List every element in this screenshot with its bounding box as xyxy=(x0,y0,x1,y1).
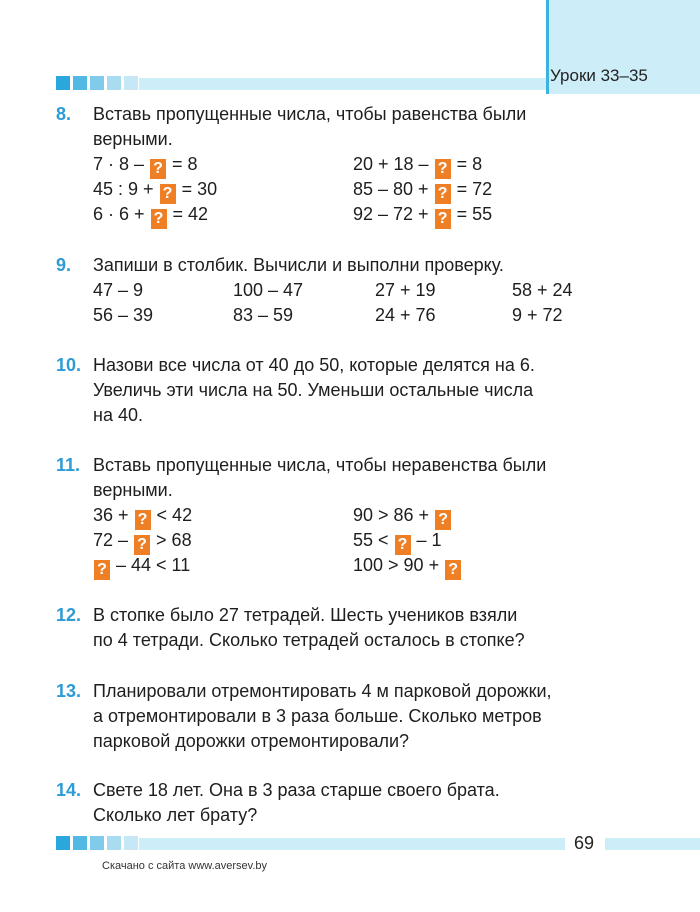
task-number: 12. xyxy=(56,605,82,625)
task-text: верными. xyxy=(93,480,173,500)
decor-square xyxy=(56,76,70,90)
expr-part: – 44 < 11 xyxy=(111,555,191,575)
blank-box[interactable]: ? xyxy=(94,560,110,580)
expr-part: = 8 xyxy=(167,154,198,174)
equation xyxy=(93,154,198,179)
task-text: В стопке было 27 тетрадей. Шесть учеников взяли xyxy=(93,605,518,625)
bottom-rule-bar-right xyxy=(605,838,700,850)
task-text: Назови все числа от 40 до 50, которые делятся на 6. xyxy=(93,355,535,375)
expression: 56 – 39 xyxy=(93,305,154,325)
blank-box[interactable]: ? xyxy=(435,159,451,179)
inequality xyxy=(353,505,452,530)
bottom-rule-bar xyxy=(139,838,565,850)
task-text: парковой дорожки отремонтировали? xyxy=(93,731,410,751)
task-number: 8. xyxy=(56,104,72,124)
decor-square xyxy=(124,76,138,90)
task-number: 11. xyxy=(56,455,81,475)
decor-square xyxy=(73,76,87,90)
task-number: 13. xyxy=(56,681,82,701)
expr-part: 55 < xyxy=(353,530,394,550)
source-note: Скачано с сайта www.aversev.by xyxy=(102,860,268,872)
expr-part: = 55 xyxy=(451,204,493,224)
expression: 47 – 9 xyxy=(93,280,144,300)
task-text: Запиши в столбик. Вычисли и выполни проверку. xyxy=(93,255,504,275)
inequality xyxy=(93,505,192,530)
blank-box[interactable]: ? xyxy=(134,535,150,555)
blank-box[interactable]: ? xyxy=(150,159,166,179)
equation xyxy=(353,179,492,204)
top-decoration xyxy=(56,76,138,90)
expr-part: = 30 xyxy=(176,179,218,199)
expr-part: 20 + 18 – xyxy=(353,154,434,174)
expression: 58 + 24 xyxy=(512,280,573,300)
blank-box[interactable]: ? xyxy=(445,560,461,580)
expr-part: = 42 xyxy=(167,204,209,224)
decor-square xyxy=(107,76,121,90)
expr-part: 100 > 90 + xyxy=(353,555,445,575)
expression: 24 + 76 xyxy=(375,305,436,325)
task-text: Сколько лет брату? xyxy=(93,805,258,825)
blank-box[interactable]: ? xyxy=(151,209,167,229)
inequality xyxy=(353,555,462,580)
task-text: Увеличь эти числа на 50. Уменьши остальные числа xyxy=(93,380,534,400)
expr-part: 6 · 6 + xyxy=(93,204,150,224)
expr-part: = 8 xyxy=(451,154,483,174)
task-text: Вставь пропущенные числа, чтобы равенства были xyxy=(93,104,527,124)
expr-part: 36 + xyxy=(93,505,134,525)
expr-part: = 72 xyxy=(451,179,493,199)
blank-box[interactable]: ? xyxy=(435,184,451,204)
task-text: на 40. xyxy=(93,405,143,425)
equation xyxy=(93,204,208,229)
equation xyxy=(353,154,482,179)
blank-box[interactable]: ? xyxy=(395,535,411,555)
expr-part: 90 > 86 + xyxy=(353,505,435,525)
expression: 100 – 47 xyxy=(233,280,304,300)
expression: 27 + 19 xyxy=(375,280,436,300)
expression: 9 + 72 xyxy=(512,305,563,325)
inequality xyxy=(93,530,192,555)
blank-box[interactable]: ? xyxy=(435,209,451,229)
task-number: 14. xyxy=(56,780,82,800)
task-text: Вставь пропущенные числа, чтобы неравенства были xyxy=(93,455,547,475)
task-text: Планировали отремонтировать 4 м парковой дорожки, xyxy=(93,681,552,701)
expr-part: 7 · 8 – xyxy=(93,154,150,174)
expression: 83 – 59 xyxy=(233,305,294,325)
bottom-decoration xyxy=(56,836,138,850)
expr-part: 45 : 9 + xyxy=(93,179,159,199)
page-number: 69 xyxy=(574,833,595,853)
blank-box[interactable]: ? xyxy=(135,510,151,530)
expr-part: 92 – 72 + xyxy=(353,204,434,224)
task-text: а отремонтировали в 3 раза больше. Сколько метров xyxy=(93,706,542,726)
expr-part: 72 – xyxy=(93,530,134,550)
expr-part: < 42 xyxy=(151,505,193,525)
task-text: Свете 18 лет. Она в 3 раза старше своего брата. xyxy=(93,780,500,800)
blank-box[interactable]: ? xyxy=(160,184,176,204)
task-number: 9. xyxy=(56,255,72,275)
task-text: верными. xyxy=(93,129,173,149)
inequality xyxy=(353,530,442,555)
task-text: по 4 тетради. Сколько тетрадей осталось в стопке? xyxy=(93,630,525,650)
equation xyxy=(93,179,217,204)
blank-box[interactable]: ? xyxy=(435,510,451,530)
decor-square xyxy=(107,836,121,850)
decor-square xyxy=(73,836,87,850)
expr-part: – 1 xyxy=(411,530,442,550)
decor-square xyxy=(90,836,104,850)
decor-square xyxy=(90,76,104,90)
decor-square xyxy=(56,836,70,850)
decor-square xyxy=(124,836,138,850)
equation xyxy=(353,204,492,229)
inequality xyxy=(93,555,190,580)
task-number: 10. xyxy=(56,355,82,375)
lesson-title: Уроки 33–35 xyxy=(550,66,648,85)
top-rule-bar xyxy=(139,78,546,90)
expr-part: > 68 xyxy=(151,530,192,550)
expr-part: 85 – 80 + xyxy=(353,179,434,199)
